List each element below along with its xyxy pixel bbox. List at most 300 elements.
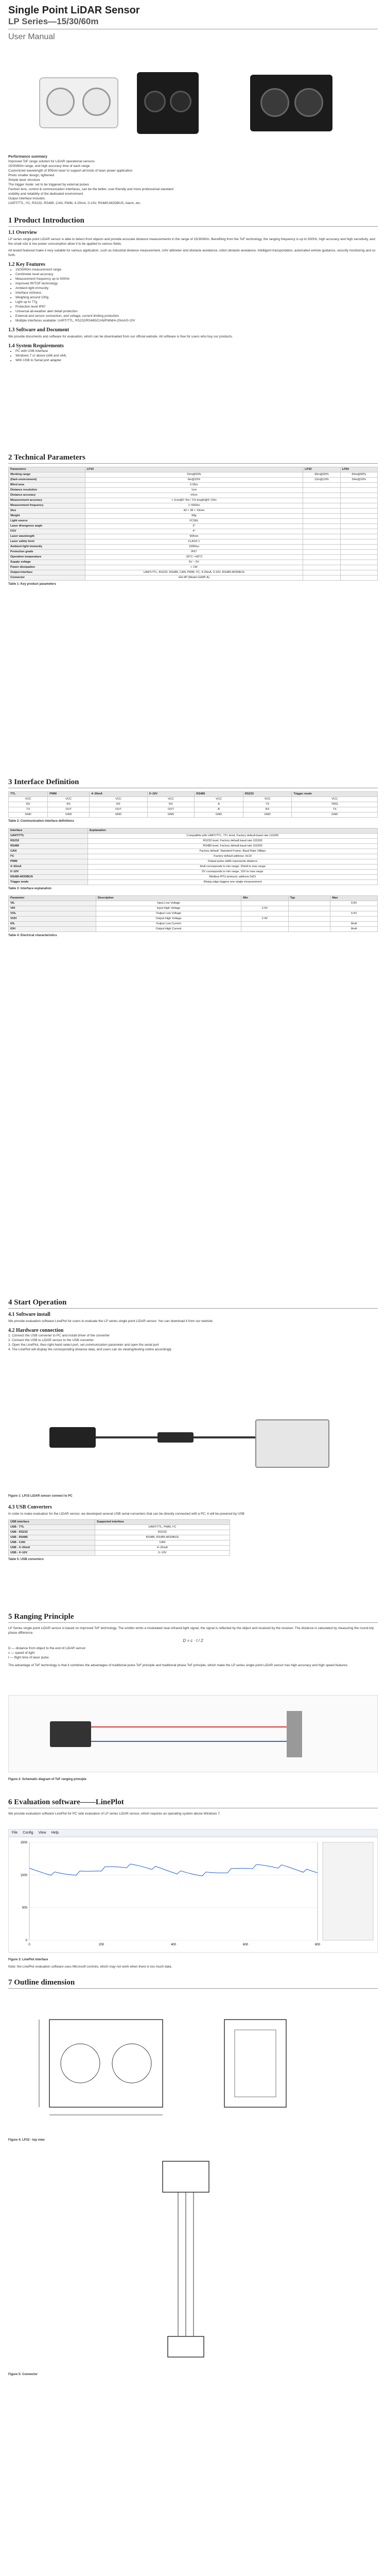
table-header-cell: Trigger mode <box>292 792 378 797</box>
x-tick-label: 0 <box>28 1943 30 1946</box>
table-row <box>9 927 378 932</box>
table-header-cell: Explanation <box>87 828 377 834</box>
table-row <box>9 1546 230 1551</box>
table-cell: Blind area <box>9 483 85 488</box>
lineplot-menu-item[interactable]: Config <box>23 1831 33 1835</box>
performance-line: Improved ToF range solution for LiDAR operational sensors <box>8 160 95 163</box>
table-cell: Distance resolution <box>9 488 85 493</box>
table-cell <box>340 519 377 524</box>
section-6 <box>0 1798 386 1816</box>
table-cell: RS232 <box>95 1530 230 1535</box>
connection-step: 2. Connect the USB to LiDAR sensor to the USB converter <box>8 1338 94 1342</box>
table-cell <box>340 514 377 519</box>
table-cell: RS485 level, Factory default baud rate 115200 <box>87 844 377 849</box>
table-cell: 30m@90% <box>303 472 340 478</box>
table-cell: Output pulse width represents distance <box>87 859 377 865</box>
table-cell: Output Low Current <box>96 922 241 927</box>
figure-caption: Figure 2: Schematic diagram of ToF ranging principle <box>8 1778 86 1781</box>
table-cell <box>303 503 340 509</box>
table-cell: < 2cm@0~5m / 1% length@5~15m <box>85 498 303 503</box>
table-row <box>9 539 378 545</box>
table-row <box>9 812 378 818</box>
table-row <box>9 488 378 493</box>
connection-step: 3. Open the LinePlot, then right-hand select port, set communication parameter and open the serial port <box>8 1343 159 1347</box>
table-row <box>9 844 378 849</box>
table-cell: Output High Voltage <box>96 917 241 922</box>
section-heading: 4 Start Operation <box>8 1298 67 1307</box>
table-cell: 4~20mA <box>95 1546 230 1551</box>
table-cell <box>303 534 340 539</box>
doc-manual-label: User Manual <box>8 32 55 41</box>
overview-paragraph-2: All tested featured make it very suitable for various application, such as industrial distance measurement, UAV altimeter and obstacle avoidance, robot obstacle avoidance, intelligent transportation, automated vehicle guidance, security monitoring and so forth. <box>8 249 376 257</box>
table-row <box>9 498 378 503</box>
table-row <box>9 917 378 922</box>
performance-line: 15/30/60m range, and high accuracy time of each range <box>8 164 90 168</box>
table-row <box>9 834 378 839</box>
table-row <box>9 519 378 524</box>
table-cell <box>288 917 330 922</box>
table-cell: GND <box>243 812 292 818</box>
table-cell <box>330 917 378 922</box>
table-row <box>9 1535 230 1540</box>
table-caption: Table 3: Interface explanation <box>8 887 51 890</box>
table-cell: RS232 <box>9 839 88 844</box>
table-cell: USB - CAN <box>9 1540 95 1546</box>
table-cell: Laser safety level <box>9 539 85 545</box>
table-row <box>9 529 378 534</box>
cable-icon <box>96 1436 157 1438</box>
performance-line: The trigger mode: set to be triggered by external pulses <box>8 183 90 187</box>
table-header-cell: RS232 <box>243 792 292 797</box>
return-beam <box>91 1741 287 1742</box>
table-row <box>9 565 378 570</box>
table-cell <box>340 560 377 565</box>
lineplot-note: Note: the LinePlot evaluation software uses Microsoft controls, which may not work when there is too much data. <box>8 1965 172 1969</box>
lineplot-side-panel <box>323 1842 373 1940</box>
lidar-sensor-icon <box>137 72 199 134</box>
lidar-sensor-icon <box>250 75 332 131</box>
performance-line: visibility and reliability of the dedicated environment <box>8 192 83 196</box>
table-caption: Table 2: Communication interface definitions <box>8 820 74 823</box>
table-cell: RX <box>48 802 90 807</box>
table-cell: UART/TTL <box>9 834 88 839</box>
lidar-sensor-icon <box>50 1721 91 1747</box>
table-cell: 4° <box>85 529 303 534</box>
table-cell <box>303 539 340 545</box>
connection-step: 1. Connect the USB converter to PC and install driver of the converter <box>8 1334 110 1337</box>
table-cell: Supply voltage <box>9 560 85 565</box>
table-cell: 0~10V <box>9 870 88 875</box>
table-cell <box>241 901 289 906</box>
table-cell: VOH <box>9 917 96 922</box>
table-cell <box>288 922 330 927</box>
table-cell: 6m@10% <box>85 478 303 483</box>
table-cell <box>288 927 330 932</box>
connection-figure <box>8 1391 378 1489</box>
usb-converters <box>0 1504 386 1564</box>
section-2 <box>0 453 386 589</box>
table-cell: GND <box>292 812 378 818</box>
lineplot-menu-item[interactable]: View <box>38 1831 46 1835</box>
subsection-heading: 1.3 Software and Document <box>8 327 69 333</box>
table-cell <box>288 906 330 911</box>
feature-item: • Weighing around 100g <box>15 295 378 300</box>
table-row <box>9 849 378 854</box>
table-cell: TRIG <box>292 802 378 807</box>
ranging-paragraph: LP Series single point LiDAR sensor is based on improved ToF technology. The emitter emits a modulated near-infrared light signal, the signal is reflected by the object and received by the receiver. The distance is calculated by measuring the round-trip phase difference. <box>8 1626 374 1635</box>
table-row <box>9 524 378 529</box>
section-3 <box>0 778 386 940</box>
lineplot-paragraph: We provide evaluation software LinePlot for PC side evaluation of LP series LiDAR sensor, which requires an operating system above Windows 7. <box>8 1812 221 1816</box>
table-cell: < 1W <box>85 565 303 570</box>
table-cell <box>340 483 377 488</box>
table-cell <box>340 550 377 555</box>
table-row <box>9 1551 230 1556</box>
table-cell: Rising edge triggers one single measurement <box>87 880 377 885</box>
table-cell: CAN <box>9 849 88 854</box>
table-cell <box>340 529 377 534</box>
formula-legend-item: t — flight time of laser pulse <box>8 1656 49 1659</box>
formula-legend <box>8 1646 378 1660</box>
figure-caption-3 <box>0 1955 386 1969</box>
table-row <box>9 555 378 560</box>
table-row <box>9 478 378 483</box>
subsection-heading: 1.1 Overview <box>8 230 38 235</box>
section-7 <box>0 1978 386 1992</box>
table-cell: 24m@10% <box>340 478 377 483</box>
table-header-cell: Parameters <box>9 467 85 472</box>
connection-step: 4. The LinePlot will display the corresponding distance data, and users can do viewing/testing online accordingly <box>8 1348 172 1351</box>
table-cell: Trigger mode <box>9 880 88 885</box>
table-cell <box>330 906 378 911</box>
subsection-heading: 4.2 Hardware connection <box>8 1328 64 1333</box>
table-row <box>9 839 378 844</box>
table-cell <box>340 509 377 514</box>
dimension-svg <box>8 1999 378 2133</box>
x-tick-label: 200 <box>98 1943 104 1946</box>
table-cell: B <box>195 807 243 812</box>
table-cell: Compatible with UART/TTL, TTL level, Factory default baud rate 115200 <box>87 834 377 839</box>
table-row <box>9 922 378 927</box>
section-heading: 6 Evaluation software——LinePlot <box>8 1798 124 1806</box>
y-tick-label: 500 <box>22 1906 27 1910</box>
table-cell <box>303 575 340 581</box>
table-header-cell: 4~20mA <box>90 792 147 797</box>
table-cell: TX <box>292 807 378 812</box>
overview-paragraph: LP series single point LiDAR sensor is able to detect front objects and provide accurate distance measurements in the range of 15/30/60m. Benefiting from the ToF technology, the ranging frequency is up to 500Hz, high accuracy and high sensitivity, and the small size & low power consumption allow it to be applied to various fields. <box>8 238 375 246</box>
table-cell <box>303 565 340 570</box>
feature-item: • Light up to 77g <box>15 300 378 304</box>
table-cell: RX <box>90 802 147 807</box>
requirement-item: • Windows 7 or above (x86 and x64) <box>15 353 378 358</box>
section-heading: 3 Interface Definition <box>8 778 79 786</box>
subsection-heading: 1.2 Key Features <box>8 262 45 267</box>
formula-legend-item: D — distance from object to the end of LiDAR sensor <box>8 1647 86 1650</box>
table-row <box>9 514 378 519</box>
table-cell: Modbus RTU protocol, address 0x01 <box>87 875 377 880</box>
table-cell: VIL <box>9 901 96 906</box>
table-cell: 2.4V <box>241 917 289 922</box>
figure-caption: Figure 4: LP15 - top view <box>8 2139 45 2142</box>
table-cell: Input Low Voltage <box>96 901 241 906</box>
table-cell: 0.8V <box>330 901 378 906</box>
feature-item: • Multiple interfaces available: UART/TTL, RS232/RS485/CAN/PWM/4-20mA/0-10V <box>15 318 378 323</box>
figure-caption: Figure 3: LinePlot interface <box>8 1958 48 1961</box>
section-4 <box>0 1298 386 1352</box>
table-row <box>9 865 378 870</box>
table-cell: RX <box>147 802 195 807</box>
table-cell: GND <box>9 812 48 818</box>
formula-legend-item: c — speed of light <box>8 1651 35 1655</box>
table-cell: RX <box>9 802 48 807</box>
table-cell: VOL <box>9 911 96 917</box>
table-cell <box>241 922 289 927</box>
converters-paragraph: In order to make evaluation for the LiDAR sensor, we developed several USB serial converters that can be directly connected with a PC; it will be powered by USB <box>8 1512 244 1516</box>
table-cell: GND <box>195 812 243 818</box>
table-row <box>9 483 378 488</box>
table-cell: Ambient light immunity <box>9 545 85 550</box>
feature-item: • Improved IR/TOF technology <box>15 281 378 286</box>
table-cell: Measurement accuracy <box>9 498 85 503</box>
table-cell <box>241 927 289 932</box>
features-list <box>8 267 378 323</box>
table-cell <box>340 493 377 498</box>
table-caption: Table 4: Electrical characteristics <box>8 934 57 937</box>
table-row <box>9 570 378 575</box>
table-cell: OUT <box>147 807 195 812</box>
table-header-row <box>9 896 378 901</box>
table-cell: 905nm <box>85 534 303 539</box>
table-cell: 15m@90% <box>85 472 303 478</box>
table-cell <box>303 555 340 560</box>
performance-line: Photo smaller design, lightened <box>8 174 55 177</box>
table-cell: USB - RS232 <box>9 1530 95 1535</box>
table-row <box>9 880 378 885</box>
table-header-cell: LP30 <box>303 467 340 472</box>
table-cell: 4mA corresponds to min range, 20mA to max range <box>87 865 377 870</box>
requirement-item: • PC with USB interface <box>15 349 378 353</box>
table-cell: 2° <box>85 524 303 529</box>
y-tick-label: 0 <box>25 1939 27 1942</box>
table-cell: GND <box>48 812 90 818</box>
performance-line: UART/TTL, I²C, RS232, RS485, CAN, PWM, 4-20mA, 0-10V, RS485-MODBUS, Alarm, etc. <box>8 201 141 205</box>
table-header-row <box>9 467 378 472</box>
x-tick-label: 600 <box>242 1943 249 1946</box>
table-cell: TX <box>243 802 292 807</box>
table-cell: 8mA <box>330 922 378 927</box>
table-cell: Power dissipation <box>9 565 85 570</box>
table-cell: 0~10V <box>95 1551 230 1556</box>
table-cell: -20°C~+60°C <box>85 555 303 560</box>
electrical-table <box>8 895 378 932</box>
table-cell <box>340 565 377 570</box>
pc-icon <box>255 1419 329 1468</box>
table-cell: 49 × 38 × 19mm <box>85 509 303 514</box>
lineplot-menu-item[interactable]: Help <box>51 1831 59 1835</box>
table-cell <box>303 560 340 565</box>
converters-table <box>8 1519 230 1556</box>
table-row <box>9 575 378 581</box>
table-cell <box>288 911 330 917</box>
table-cell <box>340 545 377 550</box>
table-cell: OUT <box>48 807 90 812</box>
table-cell: 1~500Hz <box>85 503 303 509</box>
feature-item: • Interface richness <box>15 291 378 295</box>
performance-summary <box>0 155 386 206</box>
table-row <box>9 560 378 565</box>
table-cell: Factory default address: 0x10 <box>87 854 377 859</box>
table-cell <box>303 550 340 555</box>
table-cell: Light source <box>9 519 85 524</box>
parameters-table <box>8 467 378 581</box>
table-cell: RX <box>243 807 292 812</box>
table-cell: USB - 0~10V <box>9 1551 95 1556</box>
lineplot-menu-item[interactable]: File <box>12 1831 18 1835</box>
feature-item: • 15/30/60m measurement range <box>15 267 378 272</box>
table-row <box>9 797 378 802</box>
table-header-row <box>9 828 378 834</box>
table-cell <box>340 570 377 575</box>
y-tick-label: 1500 <box>20 1841 27 1844</box>
table-cell: 2.0V <box>241 906 289 911</box>
table-cell: PWM <box>9 859 88 865</box>
performance-line: Customized wavelength of 905nm laser to support all kinds of laser power application <box>8 169 133 173</box>
x-tick-label: 400 <box>170 1943 177 1946</box>
table-cell <box>340 575 377 581</box>
table-cell: 8mA <box>330 927 378 932</box>
subsection-heading: 4.1 Software install <box>8 1312 50 1317</box>
table-row <box>9 911 378 917</box>
table-row <box>9 550 378 555</box>
figure-caption-5 <box>0 2370 386 2379</box>
pin-definition-table <box>8 791 378 818</box>
subsection-heading: 4.3 USB Converters <box>8 1504 52 1510</box>
table-header-cell: Parameter <box>9 896 96 901</box>
table-cell: 5V ~ 5V <box>85 560 303 565</box>
connection-steps <box>8 1333 378 1352</box>
table-row <box>9 503 378 509</box>
table-row <box>9 901 378 906</box>
lidar-sensor-icon <box>39 77 118 128</box>
subsection-heading: 1.4 System Requirements <box>8 343 64 349</box>
table-cell <box>303 498 340 503</box>
table-row <box>9 906 378 911</box>
table-header-cell: LP60 <box>340 467 377 472</box>
ranging-paragraph-2: The advantage of ToF technology is that it combines the advantages of traditional pulse ToF principle and traditional phase ToF principle, which make the LP series single point LiDAR sensor has high accuracy and high speed features. <box>8 1664 348 1667</box>
table-cell: VCSEL <box>85 519 303 524</box>
table-header-cell: 0~10V <box>147 792 195 797</box>
table-cell: Measurement frequency <box>9 503 85 509</box>
table-cell: USB - TTL <box>9 1525 95 1530</box>
software-paragraph: We provide documents and software for evaluation, which can be downloaded from our official website. All software is free for users who buy our products. <box>8 335 233 338</box>
table-cell: Connector <box>9 575 85 581</box>
table-row <box>9 493 378 498</box>
figure-caption: Figure 1: LP15 LiDAR sensor connect to PC <box>8 1495 73 1498</box>
figure-caption-4 <box>0 2136 386 2145</box>
table-cell <box>303 488 340 493</box>
table-cell: 0V corresponds to min range, 10V to max range <box>87 870 377 875</box>
table-row <box>9 802 378 807</box>
figure-caption: Figure 5: Connector <box>8 2373 38 2376</box>
table-header-row <box>9 792 378 797</box>
table-cell: 12m@10% <box>303 478 340 483</box>
table-row <box>9 807 378 812</box>
table-cell: USB - 4~20mA <box>9 1546 95 1551</box>
table-cell <box>340 534 377 539</box>
table-cell <box>340 539 377 545</box>
doc-subtitle: LP Series—15/30/60m <box>8 16 99 26</box>
software-install-paragraph: We provide evaluation software LinePlot for users to evaluate the LP series single point LiDAR sensor. You can download it from our website. <box>8 1319 214 1323</box>
feature-item: • External and sensor connection, and voltage, current limiting protection <box>15 314 378 318</box>
table-row <box>9 472 378 478</box>
table-cell: RS485, RS485-MODBUS <box>95 1535 230 1540</box>
table-header-cell: Min <box>241 896 289 901</box>
x-tick-label: 800 <box>314 1943 321 1946</box>
table-cell: GND <box>147 812 195 818</box>
table-caption: Table 5: USB converters <box>8 1558 44 1561</box>
table-cell: RS485-MODBUS <box>9 875 88 880</box>
table-cell: RS485 <box>9 844 88 849</box>
table-row <box>9 870 378 875</box>
table-row <box>9 859 378 865</box>
table-header-cell: Max <box>330 896 378 901</box>
performance-line: Simple laser structure <box>8 178 40 182</box>
table-cell: Output Low Voltage <box>96 911 241 917</box>
table-cell: CLASS 1 <box>85 539 303 545</box>
lineplot-toolbar <box>9 1829 377 1837</box>
table-header-cell: PWM <box>48 792 90 797</box>
feature-item: • Protection level IP67 <box>15 304 378 309</box>
table-header-cell: Typ <box>288 896 330 901</box>
doc-title: Single Point LiDAR Sensor <box>8 5 140 16</box>
table-row <box>9 1525 230 1530</box>
table-cell <box>288 901 330 906</box>
lineplot-screenshot <box>8 1829 378 1953</box>
table-header-cell: Supported interface <box>95 1520 230 1525</box>
performance-line: Output interface includes: <box>8 197 46 200</box>
connector-svg <box>8 2151 378 2367</box>
table-cell: Laser divergence angle <box>9 524 85 529</box>
table-cell <box>241 911 289 917</box>
table-row <box>9 509 378 514</box>
table-header-cell: RS485 <box>195 792 243 797</box>
feature-item: • Centimeter level accuracy <box>15 272 378 277</box>
feature-item: • Measurement frequency up to 500Hz <box>15 277 378 281</box>
table-cell <box>340 555 377 560</box>
table-cell: VCC <box>48 797 90 802</box>
table-cell: Distance accuracy <box>9 493 85 498</box>
table-cell: Input High Voltage <box>96 906 241 911</box>
section-heading: 7 Outline dimension <box>8 1978 75 1987</box>
section-heading: 5 Ranging Principle <box>8 1613 74 1621</box>
figure-caption-1 <box>0 1492 386 1501</box>
table-cell: VCC <box>195 797 243 802</box>
table-cell <box>303 529 340 534</box>
table-cell: Size <box>9 509 85 514</box>
table-cell: Protection grade <box>9 550 85 555</box>
performance-lines <box>8 159 378 206</box>
table-cell <box>340 503 377 509</box>
y-tick-label: 1000 <box>20 1874 27 1877</box>
table-header-cell: USB interface <box>9 1520 95 1525</box>
performance-heading: Performance summary <box>8 155 47 159</box>
table-cell <box>340 524 377 529</box>
tof-schematic-figure <box>8 1695 378 1772</box>
lidar-sensor-icon <box>49 1427 96 1448</box>
product-hero-image <box>8 57 378 149</box>
table-header-cell: Interface <box>9 828 88 834</box>
section-1 <box>0 216 386 363</box>
